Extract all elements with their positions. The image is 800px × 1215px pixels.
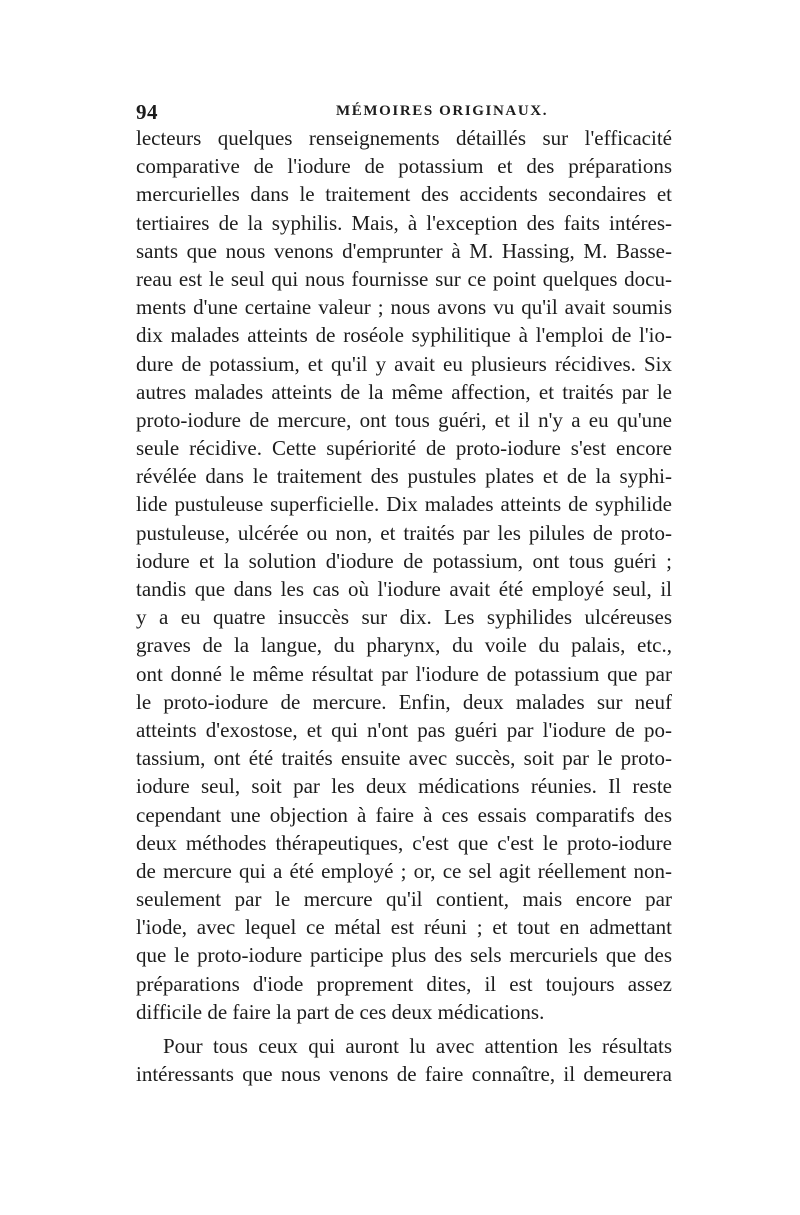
text-line: l'iode, avec lequel ce métal est réuni ; et tout en admettant bbox=[136, 915, 672, 940]
running-title: MÉMOIRES ORIGINAUX. bbox=[336, 103, 549, 119]
text-line: seule récidive. Cette supériorité de proto-iodure s'est encore bbox=[136, 436, 672, 461]
text-line: comparative de l'iodure de potassium et des préparations bbox=[136, 154, 672, 179]
text-line: reau est le seul qui nous fournisse sur ce point quelques docu- bbox=[136, 266, 672, 291]
text-line: lecteurs quelques renseignements détaillés sur l'efficacité bbox=[136, 126, 672, 150]
text-line: iodure seul, soit par les deux médications réunies. Il reste bbox=[136, 774, 672, 799]
text-line: de mercure qui a été employé ; or, ce sel agit réellement non- bbox=[136, 858, 672, 883]
text-line: autres malades atteints de la même affection, et traités par le bbox=[136, 379, 672, 404]
text-line: seulement par le mercure qu'il contient, mais encore par bbox=[136, 887, 672, 912]
text-line: dix malades atteints de roséole syphilitique à l'emploi de l'io- bbox=[136, 323, 672, 348]
running-head bbox=[136, 100, 672, 126]
text-line: difficile de faire la part de ces deux médications. bbox=[136, 999, 545, 1024]
paragraph-container bbox=[136, 124, 672, 1088]
text-line: que le proto-iodure participe plus des sels mercuriels que des bbox=[136, 943, 672, 968]
text-line: le proto-iodure de mercure. Enfin, deux malades sur neuf bbox=[136, 689, 672, 714]
paragraph bbox=[136, 1032, 672, 1088]
text-line: tassium, ont été traités ensuite avec succès, soit par le proto- bbox=[136, 746, 672, 771]
text-line: mercurielles dans le traitement des accidents secondaires et bbox=[136, 182, 672, 207]
text-line: ments d'une certaine valeur ; nous avons vu qu'il avait soumis bbox=[136, 295, 672, 320]
text-line: révélée dans le traitement des pustules plates et de la syphi- bbox=[136, 464, 672, 489]
text-line: Pour tous ceux qui auront lu avec attention les résultats bbox=[163, 1034, 672, 1058]
text-line: proto-iodure de mercure, ont tous guéri, et il n'y a eu qu'une bbox=[136, 407, 672, 432]
text-line: ont donné le même résultat par l'iodure de potassium que par bbox=[136, 661, 672, 686]
text-line: deux méthodes thérapeutiques, c'est que c'est le proto-iodure bbox=[136, 830, 672, 855]
text-line: dure de potassium, et qu'il y avait eu plusieurs récidives. Six bbox=[136, 351, 672, 376]
text-line: intéressants que nous venons de faire connaître, il demeurera bbox=[136, 1062, 672, 1087]
text-line: préparations d'iode proprement dites, il est toujours assez bbox=[136, 971, 672, 996]
text-line: sants que nous venons d'emprunter à M. Hassing, M. Basse- bbox=[136, 238, 672, 263]
paragraph bbox=[136, 124, 672, 1026]
text-line: cependant une objection à faire à ces essais comparatifs des bbox=[136, 802, 672, 827]
text-line: graves de la langue, du pharynx, du voile du palais, etc., bbox=[136, 633, 672, 658]
text-line: iodure et la solution d'iodure de potassium, ont tous guéri ; bbox=[136, 548, 672, 573]
text-line: y a eu quatre insuccès sur dix. Les syphilides ulcéreuses bbox=[136, 605, 672, 630]
text-line: lide pustuleuse superficielle. Dix malades atteints de syphilide bbox=[136, 492, 672, 517]
text-line: atteints d'exostose, et qui n'ont pas guéri par l'iodure de po- bbox=[136, 717, 672, 742]
text-line: tertiaires de la syphilis. Mais, à l'exception des faits intéres- bbox=[136, 210, 672, 235]
page-number: 94 bbox=[136, 100, 158, 124]
body-text bbox=[136, 124, 672, 1088]
text-line: tandis que dans les cas où l'iodure avait été employé seul, il bbox=[136, 577, 672, 601]
text-line: pustuleuse, ulcérée ou non, et traités par les pilules de proto- bbox=[136, 520, 672, 545]
